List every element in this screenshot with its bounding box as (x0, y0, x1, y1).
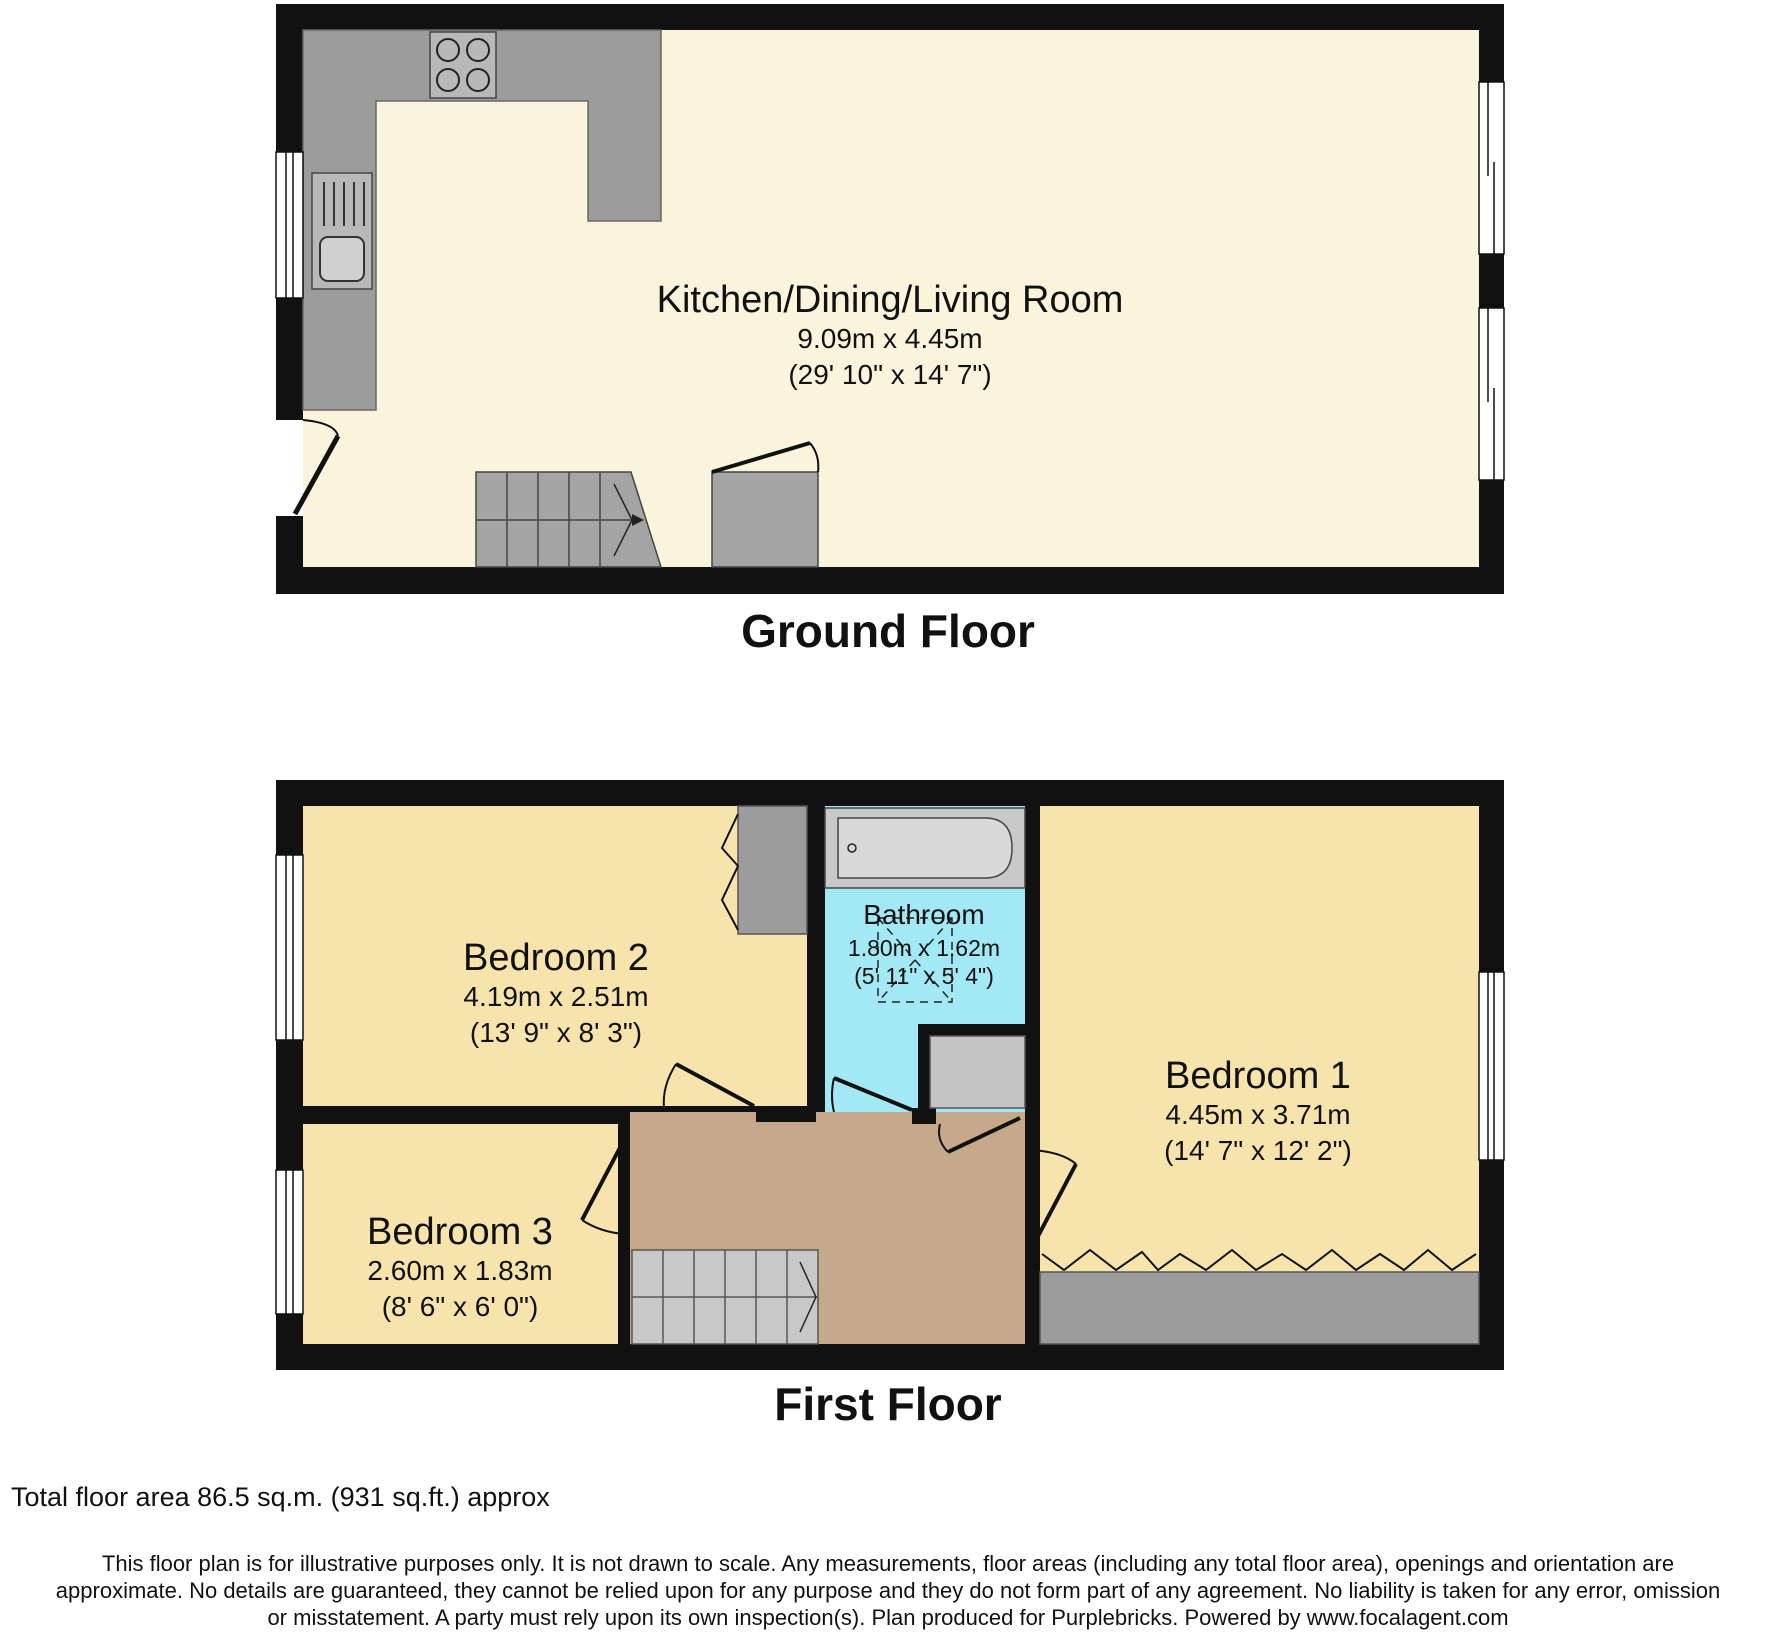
first-floor-staircase (632, 1250, 818, 1344)
bath-icon (825, 808, 1025, 888)
bedroom-2-window (276, 855, 303, 1040)
disclaimer-line: This floor plan is for illustrative purposes only. It is not drawn to scale. Any measurements, floor areas (including any total floor area), openings and orientation are (101, 1551, 1675, 1576)
ground-floor-plan (276, 4, 1504, 657)
bedroom-1-metric: 4.45m x 3.71m (1165, 1099, 1351, 1130)
wall-bed2-bath (807, 806, 825, 1112)
sink-icon (312, 173, 372, 289)
disclaimer-line: approximate. No details are guaranteed, they cannot be relied upon for any purpose and they do not form part of any agreement. No liability is taken for any error, omission (55, 1578, 1721, 1603)
bedroom-2-metric: 4.19m x 2.51m (463, 981, 649, 1012)
bedroom-1-imperial: (14' 7" x 12' 2") (1164, 1135, 1352, 1166)
wall-bed3-landing (618, 1236, 630, 1344)
hob-icon (430, 32, 496, 98)
ground-room-metric: 9.09m x 4.45m (797, 323, 983, 354)
bedroom-3-window (276, 1170, 303, 1314)
ground-room-name: Kitchen/Dining/Living Room (656, 279, 1124, 321)
first-floor-title: First Floor (774, 1378, 1002, 1430)
bathroom-name: Bathroom (863, 899, 985, 930)
total-floor-area: Total floor area 86.5 sq.m. (931 sq.ft.) approx (11, 1482, 550, 1512)
ground-floor-title: Ground Floor (741, 605, 1035, 657)
wall-cupboard (918, 1024, 1025, 1036)
bedroom-2-imperial: (13' 9" x 8' 3") (469, 1017, 643, 1048)
ground-staircase (476, 472, 661, 567)
ground-left-window (276, 152, 303, 298)
bedroom-3-imperial: (8' 6" x 6' 0") (381, 1291, 539, 1322)
wall-landing-bed1 (1025, 1240, 1040, 1344)
bathroom-metric: 1.80m x 1.62m (847, 935, 1001, 961)
bathroom-imperial: (5' 11" x 5' 4") (854, 963, 994, 989)
disclaimer-line: or misstatement. A party must rely upon its own inspection(s). Plan produced for Purplebricks. Powered by www.focalagent.com (267, 1605, 1509, 1630)
wall-bed2-landing (756, 1106, 816, 1122)
bedroom-3-name: Bedroom 3 (367, 1211, 553, 1253)
disclaimer (0, 1550, 1776, 1631)
airing-cupboard (930, 1036, 1025, 1108)
bedroom-2-name: Bedroom 2 (463, 937, 649, 979)
bedroom-1-name: Bedroom 1 (1165, 1055, 1351, 1097)
wall-bath-bed1 (1025, 806, 1040, 1106)
first-floor-plan (276, 780, 1504, 1430)
wall-bed2-bed3 (303, 1106, 603, 1124)
bedroom-3-metric: 2.60m x 1.83m (367, 1255, 553, 1286)
wall-bed3-post (618, 1112, 630, 1138)
bedroom-1-window (1479, 972, 1504, 1160)
ground-room-imperial: (29' 10" x 14' 7") (788, 359, 992, 390)
wall-bath-bed1-post (1025, 1108, 1040, 1126)
wall-cupboard-side (918, 1024, 930, 1114)
